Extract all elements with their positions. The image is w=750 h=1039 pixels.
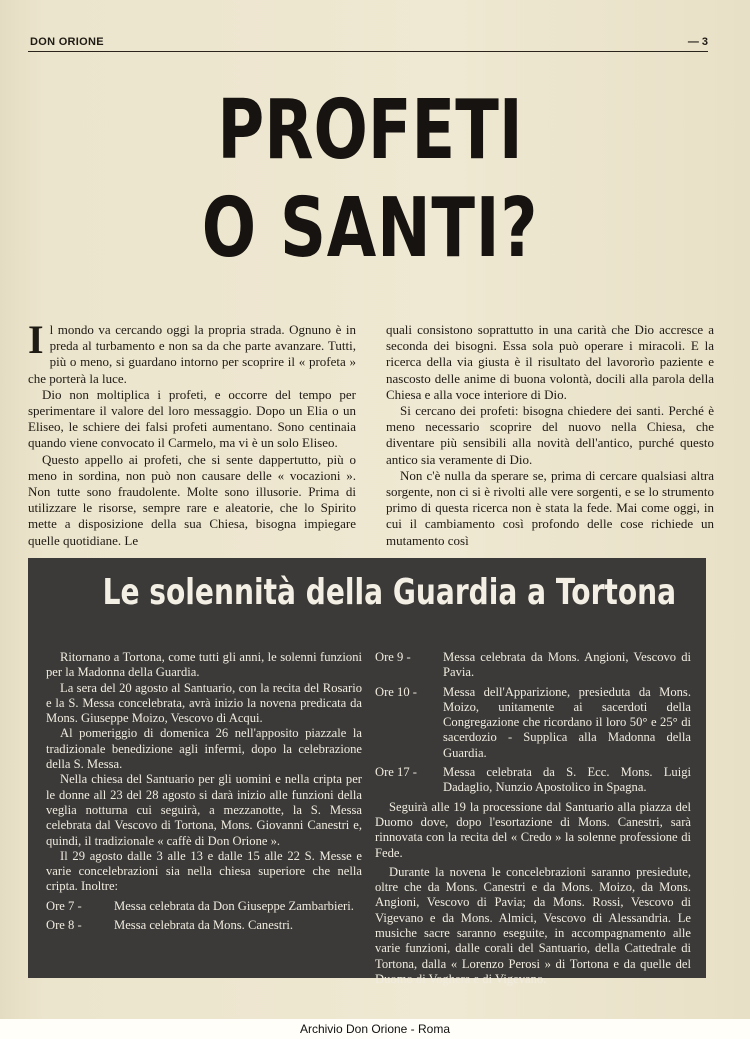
- announcement-paragraph: La sera del 20 agosto al Santuario, con la recita del Rosario e la S. Messa concelebrata, avrà inizio la novena predicata da Mons. Giuseppe Moizo, Vescovo di Acqui.: [46, 680, 362, 726]
- schedule-time: Ore 8 -: [46, 918, 82, 933]
- schedule-item: [375, 765, 691, 796]
- schedule-text: Messa celebrata da Mons. Angioni, Vescovo di Pavia.: [443, 650, 691, 680]
- schedule-text: Messa celebrata da S. Ecc. Mons. Luigi Dadaglio, Nunzio Apostolico in Spagna.: [443, 765, 691, 795]
- article-title-line-2: O SANTI?: [201, 181, 539, 276]
- schedule-time: Ore 10 -: [375, 684, 417, 699]
- announcement-column-right: [375, 650, 691, 987]
- schedule-item: [46, 899, 362, 914]
- article-paragraph: quali consistono soprattutto in una carità che Dio accresce a seconda dei bisogni. Essa sola può operare i miracoli. E la ricerca della via giusta è il risultato del lavororìo paziente e nascosto delle anime di buona volontà, docili alla parola della Chiesa e alla voce interiore di Dio.: [386, 322, 714, 402]
- running-head: [28, 36, 708, 52]
- announcement-column-left: [46, 650, 362, 937]
- schedule-time: Ore 9 -: [375, 650, 411, 664]
- announcement-title: Le solennità della Guardia a Tortona: [102, 572, 677, 613]
- schedule-text: Messa dell'Apparizione, presieduta da Mons. Moizo, unitamente ai sacerdoti della Congregazione che ricordano il loro 50° e 25° di sacerdozio - Supplica alla Madonna della Guardia.: [443, 684, 691, 760]
- announcement-paragraph: Ritornano a Tortona, come tutti gli anni, le solenni funzioni per la Madonna della Guardia.: [46, 650, 362, 680]
- publication-name: DON ORIONE: [30, 36, 104, 48]
- article-column-left: [28, 317, 356, 549]
- schedule-item: [375, 650, 691, 681]
- announcement-paragraph: Seguirà alle 19 la processione dal Santuario alla piazza del Duomo dove, dopo l'esortazione di Mons. Canestri, sarà rinnovata con la recita del « Credo » la solenne professione di Fede.: [375, 799, 691, 860]
- announcement-paragraph: Nella chiesa del Santuario per gli uomini e nella cripta per le donne all 23 del 28 agosto si darà inizio alle funzioni della veglia notturna cui seguirà, a mezzanotte, la S. Messa celebrata dal Vescovo di Tortona, Mons. Giovanni Canestri e, quindi, il tradizionale « caffè di Don Orione ».: [46, 772, 362, 848]
- article-paragraph: Il mondo va cercando oggi la propria strada. Ognuno è in preda al turbamento e non sa da che parte avanzare. Tutti, più o meno, si guardano intorno per scoprire il « profeta » che porterà la luce.: [28, 317, 356, 386]
- article-paragraph: Si cercano dei profeti: bisogna chiedere dei santi. Perché è meno necessario scoprire del nuovo nella Chiesa, che diventare più sensibili alla novità dell'antico, purché questo antico sia veramente di Dio.: [386, 403, 714, 467]
- schedule-item: [375, 685, 691, 761]
- announcement-paragraph: Durante la novena le concelebrazioni saranno presiedute, oltre che da Mons. Canestri e da Mons. Moizo, da Mons. Angioni, Vescovo di Pavia; da Mons. Rossi, Vescovo di Vigevano e da Mons. Almici, Vescovo di Alessandria. Le musiche sacre saranno eseguite, in accompagnamento alle varie funzioni, dalle corali del Santuario, della Cattedrale di Tortona, dalla « Lorenzo Perosi » di Tortona e da quelle del Duomo di Voghera e di Vigevano.: [375, 864, 691, 986]
- schedule-time: Ore 7 -: [46, 898, 82, 913]
- announcement-paragraph: Al pomeriggio di domenica 26 nell'apposito piazzale la tradizionale benedizione agli infermi, dopo la celebrazione della S. Messa.: [46, 726, 362, 772]
- announcement-box: [28, 558, 706, 986]
- schedule-text: Messa celebrata da Mons. Canestri.: [114, 918, 294, 933]
- article-title-line-1: PROFETI: [217, 83, 523, 178]
- article-paragraph: Non c'è nulla da sperare se, prima di cercare qualsiasi altra sorgente, non ci si è rivolti alle vere sorgenti, e se lo strumento primo di questa ricerca non è stata la fede. Mai come oggi, in cui il cambiamento così profondo delle cose richiede un mutamento così: [386, 467, 714, 548]
- archive-footer: Archivio Don Orione - Roma: [0, 1019, 750, 1039]
- schedule-time: Ore 17 -: [375, 765, 417, 780]
- schedule-text: Messa celebrata da Don Giuseppe Zambarbieri.: [114, 898, 354, 913]
- announcement-paragraph: Il 29 agosto dalle 3 alle 13 e dalle 15 alle 22 S. Messe e varie concelebrazioni sia nella chiesa superiore che nella cripta. Inoltre:: [46, 848, 362, 894]
- article-column-right: [386, 322, 714, 549]
- drop-cap: I: [28, 317, 44, 362]
- article-paragraph: Questo appello ai profeti, che si sente dappertutto, più o meno in sordina, non può non causare delle « vocazioni ». Non tutte sono fraudolente. Molte sono illusorie. Prima di utilizzare le risorse, sempre rare e aleatorie, che lo Spirito mette a disposizione della sua Chiesa, bisogna impiegare quelle quotidiane. Le: [28, 451, 356, 548]
- article-paragraph: Dio non moltiplica i profeti, e occorre del tempo per sperimentare il valore del loro messaggio. Dopo un Elia o un Eliseo, le schiere dei falsi profeti aumentano. Sono centinaia quando viene convocato il Carmelo, ma vi è un solo Eliseo.: [28, 386, 356, 451]
- page-number: — 3: [687, 36, 708, 48]
- schedule-item: [46, 918, 362, 933]
- article-body: [28, 317, 714, 548]
